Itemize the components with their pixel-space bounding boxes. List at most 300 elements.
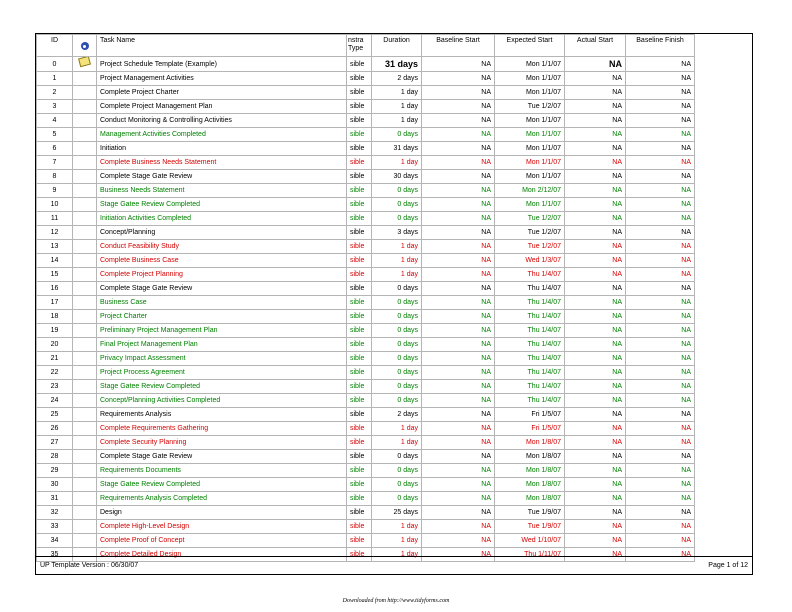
actual-start: NA (565, 422, 626, 436)
constraint-type: sible (347, 114, 372, 128)
actual-start: NA (565, 268, 626, 282)
baseline-finish: NA (626, 366, 695, 380)
constraint-type: sible (347, 282, 372, 296)
constraint-type: sible (347, 254, 372, 268)
table-row[interactable] (37, 394, 695, 408)
indicator-cell (73, 100, 97, 114)
duration: 0 days (372, 128, 422, 142)
indicator-cell (73, 492, 97, 506)
baseline-start: NA (422, 184, 495, 198)
download-source-note: Downloaded from http://www.tidyforms.com (342, 598, 450, 604)
indicator-cell (73, 268, 97, 282)
table-row[interactable] (37, 282, 695, 296)
constraint-type: sible (347, 548, 372, 562)
task-name: Complete Project Planning (97, 268, 347, 282)
task-name: Conduct Monitoring & Controlling Activities (97, 114, 347, 128)
baseline-finish: NA (626, 254, 695, 268)
table-row[interactable] (37, 156, 695, 170)
constraint-type: sible (347, 142, 372, 156)
table-row[interactable] (37, 520, 695, 534)
table-row[interactable] (37, 506, 695, 520)
indicator-cell (73, 366, 97, 380)
task-name: Business Case (97, 296, 347, 310)
actual-start: NA (565, 478, 626, 492)
baseline-start: NA (422, 380, 495, 394)
task-name: Complete Project Charter (97, 86, 347, 100)
expected-start: Mon 1/1/07 (495, 142, 565, 156)
baseline-finish: NA (626, 492, 695, 506)
constraint-type: sible (347, 226, 372, 240)
baseline-start: NA (422, 100, 495, 114)
expected-start: Fri 1/5/07 (495, 422, 565, 436)
baseline-start: NA (422, 268, 495, 282)
expected-start: Fri 1/5/07 (495, 408, 565, 422)
baseline-start: NA (422, 408, 495, 422)
table-row[interactable] (37, 100, 695, 114)
table-row[interactable] (37, 310, 695, 324)
baseline-finish: NA (626, 268, 695, 282)
page-number: Page 1 of 12 (708, 562, 748, 569)
duration: 1 day (372, 548, 422, 562)
constraint-type: sible (347, 394, 372, 408)
baseline-start: NA (422, 226, 495, 240)
task-name: Privacy Impact Assessment (97, 352, 347, 366)
table-row[interactable] (37, 324, 695, 338)
actual-start: NA (565, 464, 626, 478)
constraint-type: sible (347, 57, 372, 72)
duration: 31 days (372, 142, 422, 156)
actual-start: NA (565, 142, 626, 156)
expected-start: Tue 1/2/07 (495, 100, 565, 114)
indicator-cell (73, 310, 97, 324)
header-id: ID (37, 35, 73, 57)
task-name: Complete Stage Gate Review (97, 170, 347, 184)
duration: 1 day (372, 254, 422, 268)
header-baseline-start: Baseline Start (422, 35, 495, 57)
task-name: Complete High-Level Design (97, 520, 347, 534)
header-task-name: Task Name (97, 35, 347, 57)
expected-start: Mon 1/1/07 (495, 156, 565, 170)
table-row[interactable] (37, 198, 695, 212)
constraint-type: sible (347, 72, 372, 86)
constraint-type: sible (347, 268, 372, 282)
task-id: 16 (37, 282, 73, 296)
baseline-start: NA (422, 450, 495, 464)
task-name: Stage Gatee Review Completed (97, 478, 347, 492)
baseline-finish: NA (626, 226, 695, 240)
task-name: Project Schedule Template (Example) (97, 57, 347, 72)
duration: 3 days (372, 226, 422, 240)
baseline-finish: NA (626, 100, 695, 114)
baseline-finish: NA (626, 310, 695, 324)
indicator-cell (73, 156, 97, 170)
baseline-start: NA (422, 464, 495, 478)
duration: 1 day (372, 268, 422, 282)
table-row[interactable] (37, 492, 695, 506)
constraint-type: sible (347, 86, 372, 100)
task-id: 34 (37, 534, 73, 548)
baseline-finish: NA (626, 142, 695, 156)
task-name: Stage Gatee Review Completed (97, 380, 347, 394)
constraint-type: sible (347, 310, 372, 324)
actual-start: NA (565, 408, 626, 422)
task-id: 4 (37, 114, 73, 128)
table-row[interactable] (37, 534, 695, 548)
table-body (37, 57, 695, 562)
baseline-finish: NA (626, 57, 695, 72)
table-row[interactable] (37, 240, 695, 254)
header-baseline-finish: Baseline Finish (626, 35, 695, 57)
header-constraint-type: nstra Type (347, 35, 372, 57)
project-schedule-table (36, 34, 695, 562)
baseline-finish: NA (626, 338, 695, 352)
baseline-finish: NA (626, 478, 695, 492)
table-row[interactable] (37, 352, 695, 366)
baseline-start: NA (422, 534, 495, 548)
baseline-finish: NA (626, 296, 695, 310)
table-row[interactable] (37, 450, 695, 464)
task-name: Complete Business Needs Statement (97, 156, 347, 170)
baseline-start: NA (422, 548, 495, 562)
baseline-finish: NA (626, 506, 695, 520)
baseline-start: NA (422, 282, 495, 296)
baseline-start: NA (422, 86, 495, 100)
table-row[interactable] (37, 436, 695, 450)
indicator-cell (73, 86, 97, 100)
task-name: Requirements Documents (97, 464, 347, 478)
duration: 0 days (372, 366, 422, 380)
actual-start: NA (565, 212, 626, 226)
task-id: 1 (37, 72, 73, 86)
schedule-page-frame (35, 33, 753, 575)
constraint-type: sible (347, 408, 372, 422)
constraint-type: sible (347, 450, 372, 464)
expected-start: Mon 1/1/07 (495, 198, 565, 212)
constraint-type: sible (347, 352, 372, 366)
table-row[interactable] (37, 254, 695, 268)
task-id: 27 (37, 436, 73, 450)
constraint-type: sible (347, 520, 372, 534)
duration: 0 days (372, 352, 422, 366)
actual-start: NA (565, 310, 626, 324)
task-id: 6 (37, 142, 73, 156)
baseline-start: NA (422, 170, 495, 184)
table-row[interactable] (37, 128, 695, 142)
constraint-type: sible (347, 366, 372, 380)
table-row[interactable] (37, 212, 695, 226)
baseline-start: NA (422, 520, 495, 534)
task-name: Complete Stage Gate Review (97, 450, 347, 464)
duration: 0 days (372, 338, 422, 352)
task-id: 3 (37, 100, 73, 114)
baseline-start: NA (422, 436, 495, 450)
task-id: 28 (37, 450, 73, 464)
expected-start: Mon 1/1/07 (495, 86, 565, 100)
baseline-start: NA (422, 338, 495, 352)
constraint-type: sible (347, 506, 372, 520)
baseline-finish: NA (626, 408, 695, 422)
task-name: Complete Proof of Concept (97, 534, 347, 548)
actual-start: NA (565, 198, 626, 212)
baseline-start: NA (422, 254, 495, 268)
task-id: 9 (37, 184, 73, 198)
constraint-type: sible (347, 338, 372, 352)
task-id: 19 (37, 324, 73, 338)
expected-start: Tue 1/9/07 (495, 506, 565, 520)
task-name: Design (97, 506, 347, 520)
task-id: 14 (37, 254, 73, 268)
task-id: 10 (37, 198, 73, 212)
task-name: Initiation Activities Completed (97, 212, 347, 226)
expected-start: Thu 1/4/07 (495, 380, 565, 394)
task-id: 2 (37, 86, 73, 100)
indicator-cell (73, 394, 97, 408)
table-row[interactable] (37, 478, 695, 492)
indicator-cell (73, 226, 97, 240)
task-id: 15 (37, 268, 73, 282)
duration: 0 days (372, 324, 422, 338)
task-id: 25 (37, 408, 73, 422)
expected-start: Thu 1/11/07 (495, 548, 565, 562)
actual-start: NA (565, 380, 626, 394)
table-row[interactable] (37, 268, 695, 282)
expected-start: Mon 1/1/07 (495, 128, 565, 142)
task-name: Conduct Feasibility Study (97, 240, 347, 254)
table-row[interactable] (37, 114, 695, 128)
actual-start: NA (565, 114, 626, 128)
expected-start: Thu 1/4/07 (495, 296, 565, 310)
baseline-start: NA (422, 366, 495, 380)
actual-start: NA (565, 324, 626, 338)
task-name: Project Process Agreement (97, 366, 347, 380)
indicator-cell (73, 254, 97, 268)
table-row[interactable] (37, 338, 695, 352)
table-header-row (37, 35, 695, 57)
task-name: Concept/Planning (97, 226, 347, 240)
expected-start: Tue 1/2/07 (495, 226, 565, 240)
indicator-cell (73, 338, 97, 352)
baseline-start: NA (422, 240, 495, 254)
task-name: Requirements Analysis Completed (97, 492, 347, 506)
baseline-start: NA (422, 296, 495, 310)
task-name: Project Charter (97, 310, 347, 324)
constraint-type: sible (347, 296, 372, 310)
duration: 1 day (372, 436, 422, 450)
expected-start: Mon 1/1/07 (495, 170, 565, 184)
indicator-cell (73, 520, 97, 534)
duration: 0 days (372, 212, 422, 226)
task-id: 12 (37, 226, 73, 240)
indicator-cell (73, 296, 97, 310)
indicator-cell (73, 212, 97, 226)
constraint-type: sible (347, 212, 372, 226)
actual-start: NA (565, 352, 626, 366)
constraint-type: sible (347, 422, 372, 436)
constraint-type: sible (347, 380, 372, 394)
expected-start: Tue 1/2/07 (495, 212, 565, 226)
baseline-finish: NA (626, 114, 695, 128)
baseline-start: NA (422, 506, 495, 520)
table-row[interactable] (37, 380, 695, 394)
indicator-cell (73, 282, 97, 296)
table-row[interactable] (37, 72, 695, 86)
actual-start: NA (565, 57, 626, 72)
baseline-start: NA (422, 492, 495, 506)
baseline-finish: NA (626, 548, 695, 562)
expected-start: Mon 1/1/07 (495, 57, 565, 72)
expected-start: Wed 1/10/07 (495, 534, 565, 548)
baseline-finish: NA (626, 282, 695, 296)
expected-start: Wed 1/3/07 (495, 254, 565, 268)
baseline-start: NA (422, 128, 495, 142)
task-id: 20 (37, 338, 73, 352)
indicator-cell (73, 450, 97, 464)
table-row[interactable] (37, 422, 695, 436)
table-row[interactable] (37, 408, 695, 422)
actual-start: NA (565, 534, 626, 548)
actual-start: NA (565, 226, 626, 240)
expected-start: Mon 1/8/07 (495, 436, 565, 450)
duration: 0 days (372, 296, 422, 310)
expected-start: Mon 1/1/07 (495, 72, 565, 86)
actual-start: NA (565, 240, 626, 254)
baseline-start: NA (422, 114, 495, 128)
duration: 0 days (372, 492, 422, 506)
baseline-start: NA (422, 72, 495, 86)
actual-start: NA (565, 492, 626, 506)
actual-start: NA (565, 436, 626, 450)
expected-start: Thu 1/4/07 (495, 282, 565, 296)
duration: 0 days (372, 282, 422, 296)
baseline-finish: NA (626, 72, 695, 86)
task-id: 18 (37, 310, 73, 324)
task-name: Complete Detailed Design (97, 548, 347, 562)
baseline-finish: NA (626, 198, 695, 212)
baseline-finish: NA (626, 184, 695, 198)
task-id: 5 (37, 128, 73, 142)
task-id: 17 (37, 296, 73, 310)
baseline-start: NA (422, 324, 495, 338)
table-row[interactable] (37, 226, 695, 240)
duration: 1 day (372, 100, 422, 114)
task-name: Requirements Analysis (97, 408, 347, 422)
duration: 0 days (372, 310, 422, 324)
constraint-type: sible (347, 478, 372, 492)
duration: 1 day (372, 86, 422, 100)
task-id: 23 (37, 380, 73, 394)
actual-start: NA (565, 450, 626, 464)
baseline-start: NA (422, 57, 495, 72)
task-id: 0 (37, 57, 73, 72)
constraint-type: sible (347, 492, 372, 506)
actual-start: NA (565, 506, 626, 520)
table-row[interactable] (37, 57, 695, 72)
task-name: Management Activities Completed (97, 128, 347, 142)
baseline-start: NA (422, 422, 495, 436)
expected-start: Mon 1/8/07 (495, 492, 565, 506)
duration: 0 days (372, 450, 422, 464)
constraint-type: sible (347, 184, 372, 198)
constraint-type: sible (347, 534, 372, 548)
duration: 0 days (372, 464, 422, 478)
expected-start: Tue 1/2/07 (495, 240, 565, 254)
indicator-cell (73, 240, 97, 254)
table-row[interactable] (37, 170, 695, 184)
baseline-start: NA (422, 310, 495, 324)
indicator-cell (73, 324, 97, 338)
indicator-cell (73, 352, 97, 366)
indicator-cell (73, 198, 97, 212)
duration: 2 days (372, 408, 422, 422)
indicator-cell (73, 72, 97, 86)
baseline-start: NA (422, 478, 495, 492)
expected-start: Thu 1/4/07 (495, 268, 565, 282)
constraint-type: sible (347, 324, 372, 338)
indicator-cell (73, 506, 97, 520)
actual-start: NA (565, 394, 626, 408)
task-id: 33 (37, 520, 73, 534)
page-footer (36, 556, 752, 575)
indicator-cell (73, 114, 97, 128)
indicator-cell (73, 436, 97, 450)
task-name: Complete Security Planning (97, 436, 347, 450)
duration: 1 day (372, 520, 422, 534)
expected-start: Mon 1/8/07 (495, 464, 565, 478)
indicator-cell (73, 142, 97, 156)
task-name: Complete Project Management Plan (97, 100, 347, 114)
task-name: Stage Gatee Review Completed (97, 198, 347, 212)
task-id: 8 (37, 170, 73, 184)
baseline-finish: NA (626, 520, 695, 534)
table-row[interactable] (37, 142, 695, 156)
task-name: Complete Requirements Gathering (97, 422, 347, 436)
duration: 0 days (372, 184, 422, 198)
table-row[interactable] (37, 86, 695, 100)
task-name: Initiation (97, 142, 347, 156)
duration: 0 days (372, 478, 422, 492)
indicator-cell (73, 380, 97, 394)
baseline-start: NA (422, 394, 495, 408)
baseline-finish: NA (626, 436, 695, 450)
table-row[interactable] (37, 296, 695, 310)
actual-start: NA (565, 254, 626, 268)
table-row[interactable] (37, 464, 695, 478)
actual-start: NA (565, 282, 626, 296)
task-name: Complete Business Case (97, 254, 347, 268)
table-row[interactable] (37, 366, 695, 380)
task-name: Complete Stage Gate Review (97, 282, 347, 296)
baseline-start: NA (422, 212, 495, 226)
table-row[interactable] (37, 184, 695, 198)
constraint-type: sible (347, 170, 372, 184)
actual-start: NA (565, 520, 626, 534)
expected-start: Thu 1/4/07 (495, 324, 565, 338)
baseline-finish: NA (626, 128, 695, 142)
expected-start: Thu 1/4/07 (495, 394, 565, 408)
task-id: 13 (37, 240, 73, 254)
actual-start: NA (565, 86, 626, 100)
header-actual-start: Actual Start (565, 35, 626, 57)
duration: 0 days (372, 198, 422, 212)
task-id: 21 (37, 352, 73, 366)
baseline-start: NA (422, 142, 495, 156)
duration: 1 day (372, 156, 422, 170)
baseline-finish: NA (626, 534, 695, 548)
duration: 0 days (372, 380, 422, 394)
duration: 31 days (372, 57, 422, 72)
baseline-start: NA (422, 156, 495, 170)
actual-start: NA (565, 72, 626, 86)
